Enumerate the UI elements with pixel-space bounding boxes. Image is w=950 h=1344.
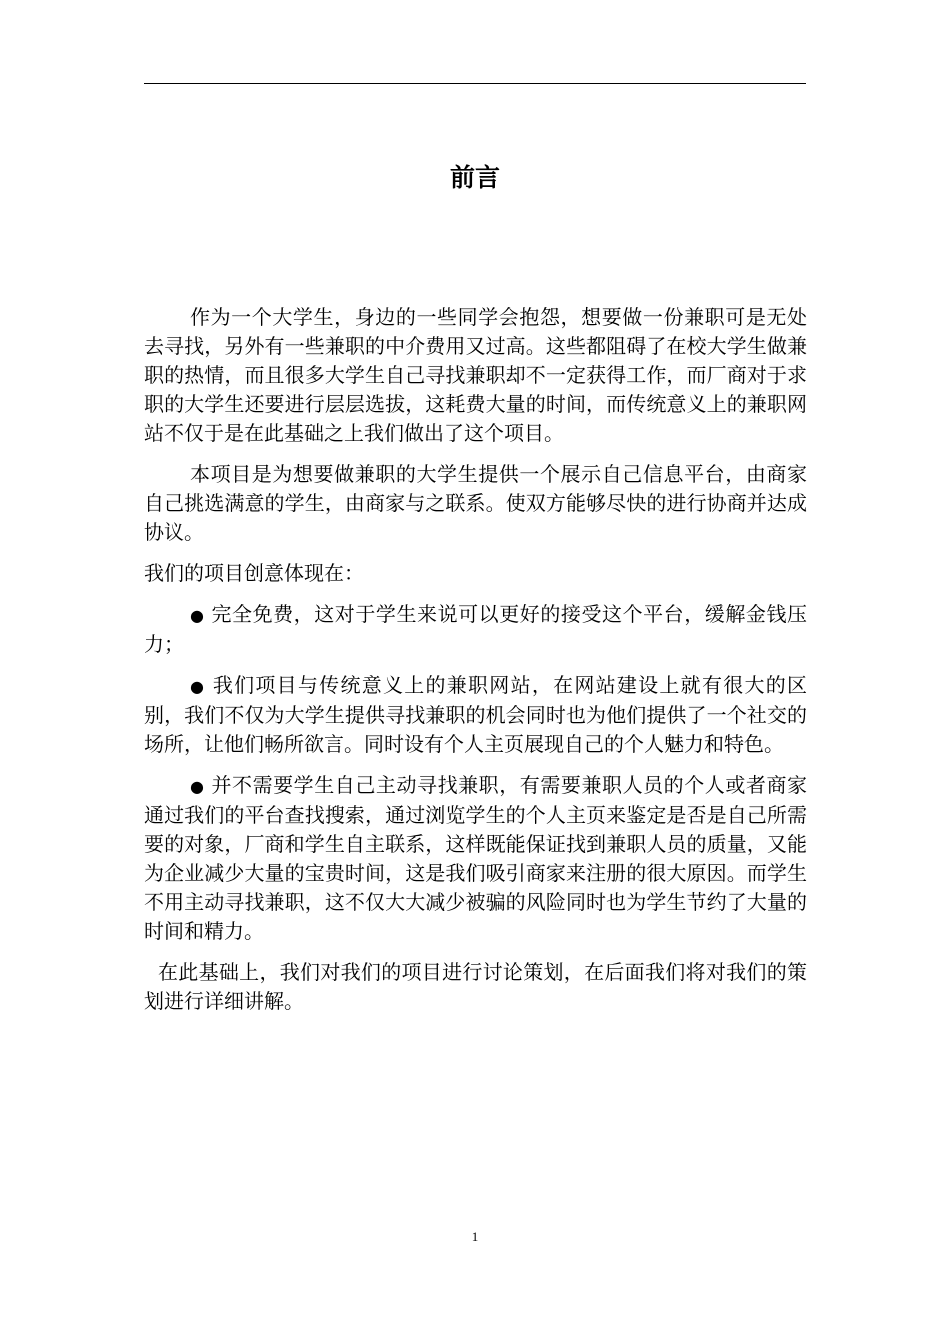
innovation-heading-paragraph: 我们的项目创意体现在：	[144, 561, 364, 585]
bullet-item-search	[144, 771, 807, 946]
project-description-paragraph: 本项目是为想要做兼职的大学生提供一个展示自己信息平台，由商家自己挑选满意的学生，由商家与之联系。使双方能够尽快的进行协商并达成协议。	[144, 462, 807, 544]
closing-paragraph: 在此基础上，我们对我们的项目进行讨论策划，在后面我们将对我们的策划进行详细讲解。	[144, 960, 807, 1013]
bullet-item-text: 完全免费，这对于学生来说可以更好的接受这个平台，缓解金钱压力；	[144, 602, 808, 656]
bullet-item-social	[144, 671, 807, 759]
document-body	[144, 303, 807, 1028]
page-number: 1	[471, 1229, 479, 1244]
bullet-icon: ●	[190, 677, 206, 696]
bullet-icon: ●	[190, 606, 205, 625]
bullet-item-free	[144, 600, 807, 659]
bullet-item-text: 我们项目与传统意义上的兼职网站，在网站建设上就有很大的区别，我们不仅为大学生提供寻找兼职的机会同时也为他们提供了一个社交的场所，让他们畅所欲言。同时设有个人主页展现自己的个人魅力和特色。	[144, 673, 808, 756]
page-title: 前言	[449, 163, 500, 192]
intro-paragraph: 作为一个大学生，身边的一些同学会抱怨，想要做一份兼职可是无处去寻找，另外有一些兼职的中介费用又过高。这些都阻碍了在校大学生做兼职的热情，而且很多大学生自己寻找兼职却不一定获得工作，而厂商对于求职的大学生还要进行层层选拔，这耗费大量的时间，而传统意义上的兼职网站不仅于是在此基础之上我们做出了这个项目。	[144, 305, 807, 445]
bullet-item-text: 并不需要学生自己主动寻找兼职，有需要兼职人员的个人或者商家通过我们的平台查找搜索，通过浏览学生的个人主页来鉴定是否是自己所需要的对象，厂商和学生自主联系，这样既能保证找到兼职人员的质量，又能为企业减少大量的宝贵时间，这是我们吸引商家来注册的很大原因。而学生不用主动寻找兼职，这不仅大大减少被骗的风险同时也为学生节约了大量的时间和精力。	[144, 773, 808, 943]
header-rule	[144, 83, 806, 84]
bullet-icon: ●	[190, 777, 205, 796]
